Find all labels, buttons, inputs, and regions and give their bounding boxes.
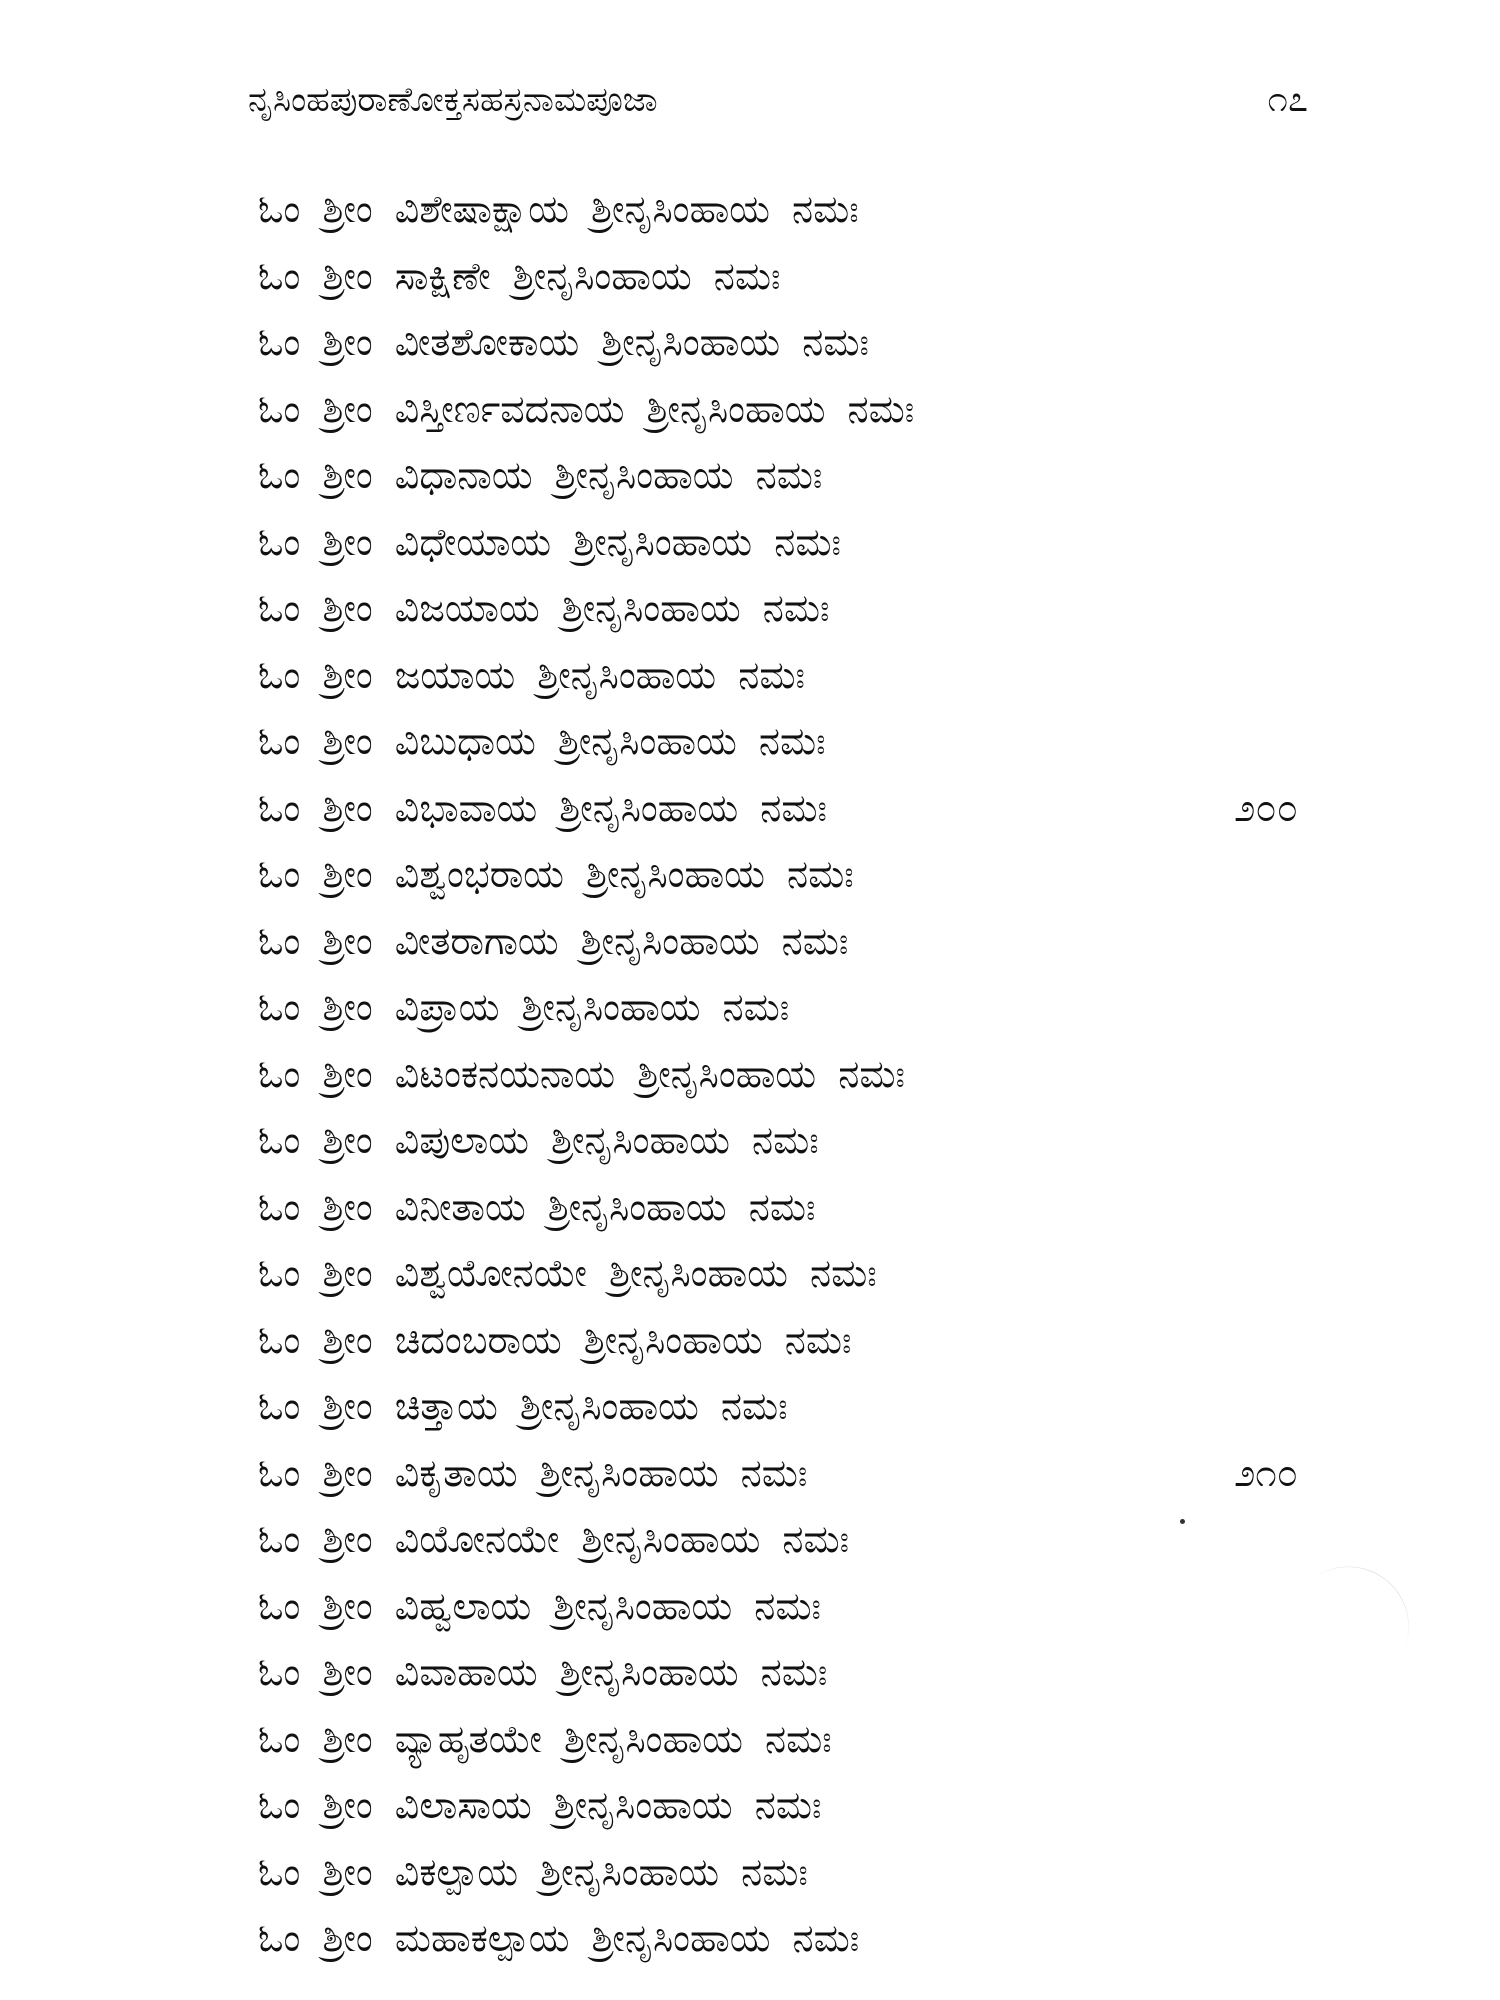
mantra-line — [258, 708, 1298, 775]
mantra-line — [258, 1839, 1298, 1906]
mantra-line — [258, 775, 1298, 842]
mantra-line — [258, 908, 1298, 975]
mantra-text: ಓಂ ಶ್ರೀಂ ವೀತಶೋಕಾಯ ಶ್ರೀನೃಸಿಂಹಾಯ ನಮಃ — [258, 320, 869, 364]
mantra-text: ಓಂ ಶ್ರೀಂ ವಿಶ್ವಂಭರಾಯ ಶ್ರೀನೃಸಿಂಹಾಯ ನಮಃ — [258, 852, 854, 896]
mantra-line — [258, 509, 1298, 576]
mantra-text: ಓಂ ಶ್ರೀಂ ಜಯಾಯ ಶ್ರೀನೃಸಿಂಹಾಯ ನಮಃ — [258, 652, 805, 697]
mantra-text: ಓಂ ಶ್ರೀಂ ಚಿತ್ತಾಯ ಶ್ರೀನೃಸಿಂಹಾಯ ನಮಃ — [258, 1384, 788, 1428]
mantra-text: ಓಂ ಶ್ರೀಂ ವಿವಾಹಾಯ ಶ್ರೀನೃಸಿಂಹಾಯ ನಮಃ — [258, 1650, 828, 1694]
mantra-line — [258, 442, 1298, 509]
mantra-line — [258, 176, 1298, 243]
mantra-text: ಓಂ ಶ್ರೀಂ ವಿಜಯಾಯ ಶ್ರೀನೃಸಿಂಹಾಯ ನಮಃ — [258, 586, 830, 630]
mantra-text: ಓಂ ಶ್ರೀಂ ವಿಭಾವಾಯ ಶ್ರೀನೃಸಿಂಹಾಯ ನಮಃ — [258, 785, 827, 830]
scan-mark — [1288, 1543, 1433, 1678]
mantra-text: ಓಂ ಶ್ರೀಂ ವಿಧೇಯಾಯ ಶ್ರೀನೃಸಿಂಹಾಯ ನಮಃ — [258, 519, 841, 564]
mantra-text: ಓಂ ಶ್ರೀಂ ವಿಶ್ವಯೋನಯೇ ಶ್ರೀನೃಸಿಂಹಾಯ ನಮಃ — [258, 1251, 877, 1295]
mantra-text: ಓಂ ಶ್ರೀಂ ವಿಸ್ತೀರ್ಣವದನಾಯ ಶ್ರೀನೃಸಿಂಹಾಯ ನಮಃ — [258, 386, 915, 431]
mantra-line — [258, 1174, 1298, 1241]
mantra-line — [258, 1041, 1298, 1108]
mantra-line — [258, 974, 1298, 1041]
mantra-line — [258, 1639, 1298, 1706]
mantra-text: ಓಂ ಶ್ರೀಂ ವಿಲಾಸಾಯ ಶ್ರೀನೃಸಿಂಹಾಯ ನಮಃ — [258, 1783, 822, 1827]
mantra-text: ಓಂ ಶ್ರೀಂ ವಿಕಲ್ಪಾಯ ಶ್ರೀನೃಸಿಂಹಾಯ ನಮಃ — [258, 1849, 808, 1894]
mantra-text: ಓಂ ಶ್ರೀಂ ವಿಶೇಷಾಕ್ಷಾಯ ಶ್ರೀನೃಸಿಂಹಾಯ ನಮಃ — [258, 187, 859, 231]
mantra-line — [258, 1307, 1298, 1374]
mantra-line — [258, 841, 1298, 908]
mantra-text: ಓಂ ಶ್ರೀಂ ಮಹಾಕಲ್ಪಾಯ ಶ್ರೀನೃಸಿಂಹಾಯ ನಮಃ — [258, 1916, 860, 1960]
mantra-text: ಓಂ ಶ್ರೀಂ ವಿಯೋನಯೇ ಶ್ರೀನೃಸಿಂಹಾಯ ನಮಃ — [258, 1517, 850, 1561]
mantra-line — [258, 642, 1298, 709]
mantra-text: ಓಂ ಶ್ರೀಂ ವಿಪುಲಾಯ ಶ್ರೀನೃಸಿಂಹಾಯ ನಮಃ — [258, 1118, 819, 1162]
mantra-text: ಓಂ ಶ್ರೀಂ ಸಾಕ್ಷಿಣೇ ಶ್ರೀನೃಸಿಂಹಾಯ ನಮಃ — [258, 253, 781, 298]
mantra-line — [258, 309, 1298, 376]
running-title: ನೃಸಿಂಹಪುರಾಣೋಕ್ತಸಹಸ್ರನಾಮಪೂಜಾ — [248, 80, 658, 120]
mantra-text: ಓಂ ಶ್ರೀಂ ವೀತರಾಗಾಯ ಶ್ರೀನೃಸಿಂಹಾಯ ನಮಃ — [258, 918, 849, 963]
mantra-line — [258, 1506, 1298, 1573]
mantra-text: ಓಂ ಶ್ರೀಂ ವಿಟಂಕನಯನಾಯ ಶ್ರೀನೃಸಿಂಹಾಯ ನಮಃ — [258, 1051, 905, 1096]
verse-count: ೨೧೦ — [1234, 1450, 1298, 1495]
page-header — [248, 70, 1308, 130]
scan-speck — [1180, 1519, 1185, 1524]
mantra-line — [258, 1772, 1298, 1839]
mantra-text: ಓಂ ಶ್ರೀಂ ವಿಧಾನಾಯ ಶ್ರೀನೃಸಿಂಹಾಯ ನಮಃ — [258, 453, 823, 497]
mantra-line — [258, 1440, 1298, 1507]
mantra-text: ಓಂ ಶ್ರೀಂ ವಿನೀತಾಯ ಶ್ರೀನೃಸಿಂಹಾಯ ನಮಃ — [258, 1184, 816, 1229]
mantra-text: ಓಂ ಶ್ರೀಂ ವ್ಯಾಹೃತಯೇ ಶ್ರೀನೃಸಿಂಹಾಯ ನಮಃ — [258, 1716, 832, 1761]
mantra-line — [258, 1905, 1298, 1972]
mantra-line — [258, 1573, 1298, 1640]
mantra-line — [258, 575, 1298, 642]
mantra-line — [258, 243, 1298, 310]
mantra-text: ಓಂ ಶ್ರೀಂ ವಿಹ್ವಲಾಯ ಶ್ರೀನೃಸಿಂಹಾಯ ನಮಃ — [258, 1583, 821, 1628]
mantra-line — [258, 1240, 1298, 1307]
mantra-line — [258, 1107, 1298, 1174]
page-number: ೧೭ — [1267, 79, 1308, 120]
mantra-text: ಓಂ ಶ್ರೀಂ ವಿಪ್ರಾಯ ಶ್ರೀನೃಸಿಂಹಾಯ ನಮಃ — [258, 985, 790, 1029]
verse-count: ೨೦೦ — [1234, 785, 1298, 830]
mantra-line — [258, 1373, 1298, 1440]
mantra-list — [258, 176, 1298, 1972]
mantra-text: ಓಂ ಶ್ರೀಂ ವಿಕೃತಾಯ ಶ್ರೀನೃಸಿಂಹಾಯ ನಮಃ — [258, 1450, 808, 1495]
mantra-text: ಓಂ ಶ್ರೀಂ ಚಿದಂಬರಾಯ ಶ್ರೀನೃಸಿಂಹಾಯ ನಮಃ — [258, 1317, 852, 1362]
mantra-line — [258, 1706, 1298, 1773]
mantra-line — [258, 376, 1298, 443]
mantra-text: ಓಂ ಶ್ರೀಂ ವಿಬುಧಾಯ ಶ್ರೀನೃಸಿಂಹಾಯ ನಮಃ — [258, 719, 826, 763]
